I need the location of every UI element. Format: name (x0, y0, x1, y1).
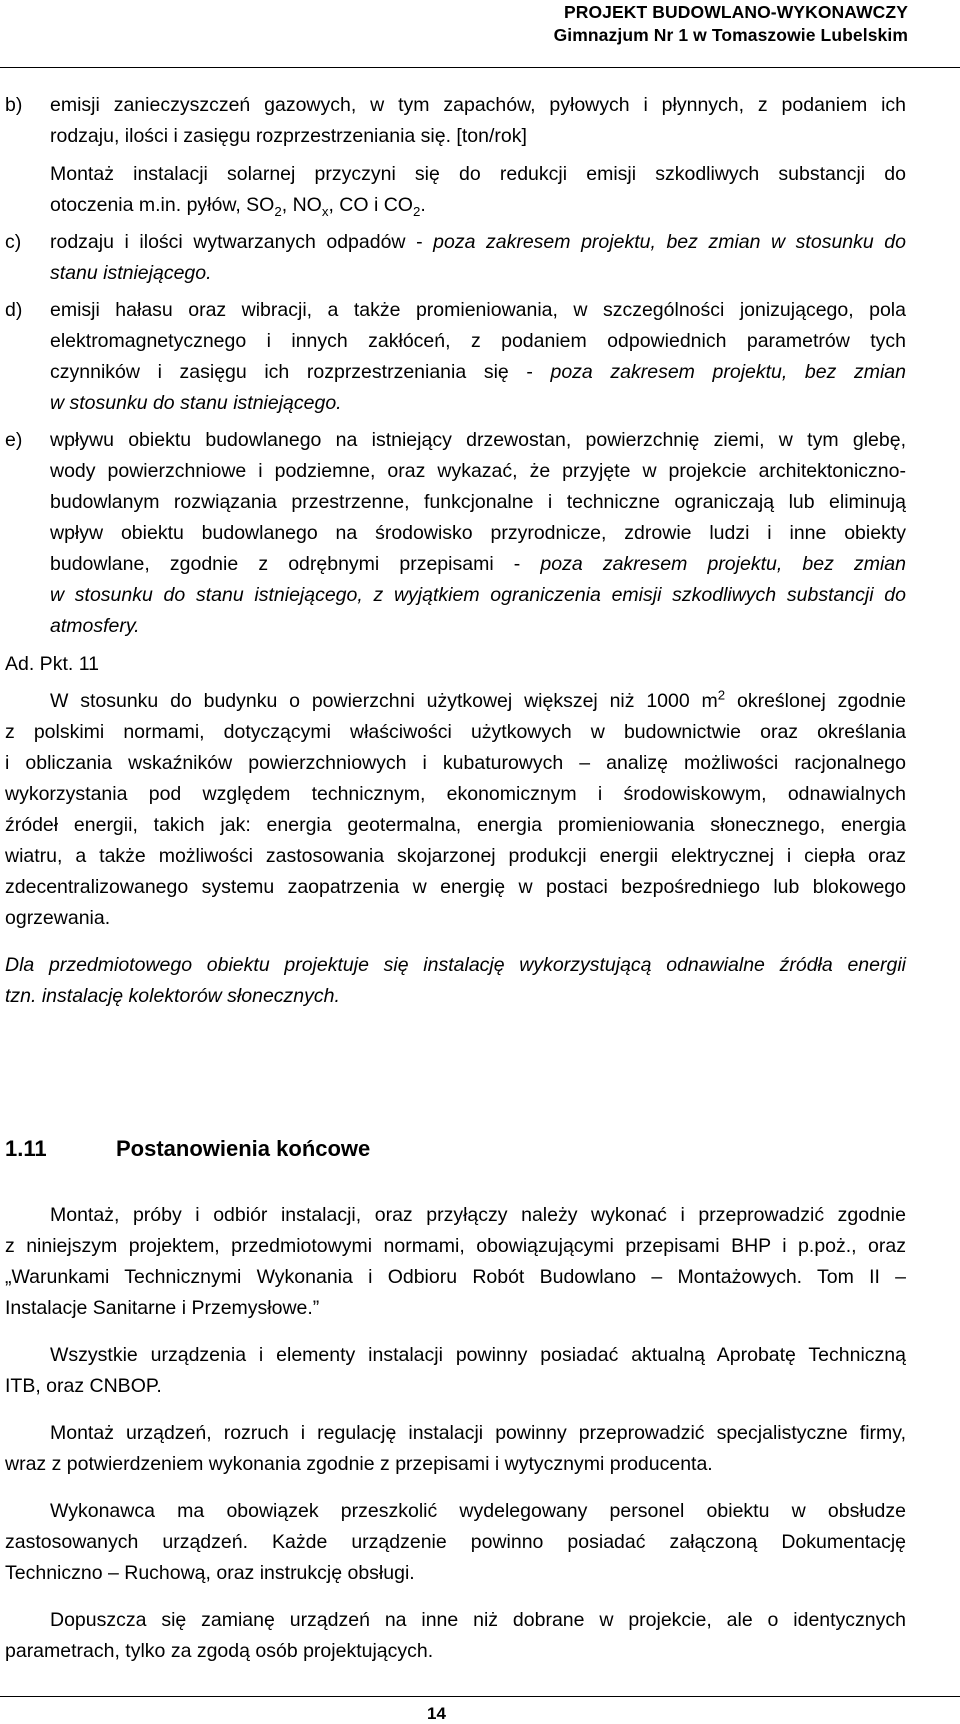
body-paragraph-line: Wykonawca ma obowiązek przeszkolić wydelegowany personel obiektu w obsłudze (50, 1500, 906, 1522)
list-marker-d: d) (5, 299, 23, 321)
list-item-d-line: elektromagnetycznego i innych zakłóceń, z podaniem odpowiednich parametrów tych (50, 330, 906, 352)
footer-rule (0, 1696, 960, 1697)
list-item-b-line: rodzaju, ilości i zasięgu rozprzestrzeniania się. [ton/rok] (50, 125, 527, 147)
body-paragraph-line: „Warunkami Technicznymi Wykonania i Odbioru Robót Budowlano – Montażowych. Tom II – (5, 1266, 906, 1288)
ad-paragraph-line: wykorzystania pod względem technicznym, ekonomicznym i środowiskowym, odnawialnych (5, 783, 906, 805)
list-item-c-line: stanu istniejącego. (50, 262, 212, 284)
body-paragraph-line: Montaż urządzeń, rozruch i regulację instalacji powinny przeprowadzić specjalistyczne firmy, (50, 1422, 906, 1444)
list-item-e-line: budowlanym rozwiązania przestrzenne, funkcjonalne i techniczne ograniczają lub eliminują (50, 491, 906, 513)
list-item-d-line: czynników i zasięgu ich rozprzestrzeniania się - poza zakresem projektu, bez zmian (50, 361, 906, 383)
ad-paragraph-line: zdecentralizowanego systemu zaopatrzenia w energię w postaci bezpośredniego lub blokowego (5, 876, 906, 898)
list-item-e-line: budowlane, zgodnie z odrębnymi przepisami - poza zakresem projektu, bez zmian (50, 553, 906, 575)
body-paragraph-line: Instalacje Sanitarne i Przemysłowe.” (5, 1297, 320, 1319)
page-number: 14 (427, 1704, 446, 1723)
body-paragraph-line: Wszystkie urządzenia i elementy instalacji powinny posiadać aktualną Aprobatę Techniczną (50, 1344, 906, 1366)
ad-note-line: tzn. instalację kolektorów słonecznych. (5, 985, 340, 1007)
body-paragraph-line: parametrach, tylko za zgodą osób projektujących. (5, 1640, 434, 1662)
body-paragraph-line: Techniczno – Ruchową, oraz instrukcję obsługi. (5, 1562, 415, 1584)
list-item-b-line: emisji zanieczyszczeń gazowych, w tym zapachów, pyłowych i płynnych, z podaniem ich (50, 94, 906, 116)
ad-note-line: Dla przedmiotowego obiektu projektuje się instalację wykorzystującą odnawialne źródła energii (5, 954, 906, 976)
body-paragraph-line: Dopuszcza się zamianę urządzeń na inne niż dobrane w projekcie, ale o identycznych (50, 1609, 906, 1631)
list-item-e-line: atmosfery. (50, 615, 140, 637)
list-item-b-line: otoczenia m.in. pyłów, $SO_2$, $NO_x$, CO i $CO_2$. (50, 194, 426, 219)
header-rule (0, 67, 960, 68)
body-paragraph-line: Montaż, próby i odbiór instalacji, oraz przyłączy należy wykonać i przeprowadzić zgodnie (50, 1204, 906, 1226)
list-item-d-line: emisji hałasu oraz wibracji, a także promieniowania, w szczególności jonizującego, pola (50, 299, 906, 321)
header-subtitle: Gimnazjum Nr 1 w Tomaszowie Lubelskim (553, 25, 908, 45)
ad-paragraph-line: z polskimi normami, dotyczącymi właściwości użytkowych w budownictwie oraz określania (5, 721, 906, 743)
list-item-e-line: w stosunku do stanu istniejącego, z wyjątkiem ograniczenia emisji szkodliwych substancji do (50, 584, 906, 606)
list-marker-b: b) (5, 94, 23, 116)
list-item-e-line: wpływ obiektu budowlanego na środowisko przyrodnicze, zdrowie ludzi i inne obiekty (50, 522, 906, 544)
list-marker-c: c) (5, 231, 22, 253)
section-title: Postanowienia końcowe (116, 1136, 371, 1161)
list-item-b-line: Montaż instalacji solarnej przyczyni się do redukcji emisji szkodliwych substancji do (50, 163, 906, 185)
ad-paragraph-line: i obliczania wskaźników powierzchniowych i kubaturowych – analizę możliwości racjonalnego (5, 752, 906, 774)
body-paragraph-line: ITB, oraz CNBOP. (5, 1375, 162, 1397)
body-paragraph-line: z niniejszym projektem, przedmiotowymi normami, obowiązującymi przepisami BHP i p.poż., oraz (5, 1235, 906, 1257)
body-paragraph-line: zastosowanych urządzeń. Każde urządzenie powinno posiadać załączoną Dokumentację (5, 1531, 906, 1553)
list-item-e-line: wody powierzchniowe i podziemne, oraz wykazać, że przyjęte w projekcie architektoniczno- (50, 460, 906, 482)
ad-point-label: Ad. Pkt. 11 (5, 653, 99, 675)
ad-paragraph-line: ogrzewania. (5, 907, 111, 929)
ad-paragraph-line: W stosunku do budynku o powierzchni użytkowej większej niż 1000 $m^2$ określonej zgodnie (50, 687, 906, 712)
list-item-d-line: w stosunku do stanu istniejącego. (50, 392, 342, 414)
list-item-e-line: wpływu obiektu budowlanego na istniejący drzewostan, powierzchnię ziemi, w tym glebę, (50, 429, 906, 451)
body-paragraph-line: wraz z potwierdzeniem wykonania zgodnie z przepisami i wytycznymi producenta. (5, 1453, 713, 1475)
section-number: 1.11 (5, 1136, 47, 1161)
ad-paragraph-line: źródeł energii, takich jak: energia geotermalna, energia promieniowania słonecznego, energia (5, 814, 906, 836)
ad-paragraph-line: wiatru, a także możliwości zastosowania skojarzonej produkcji energii elektrycznej i ciepła oraz (5, 845, 906, 867)
list-marker-e: e) (5, 429, 23, 451)
list-item-c-line: rodzaju i ilości wytwarzanych odpadów - poza zakresem projektu, bez zmian w stosunku do (50, 231, 906, 253)
header-title: PROJEKT BUDOWLANO-WYKONAWCZY (563, 2, 908, 22)
